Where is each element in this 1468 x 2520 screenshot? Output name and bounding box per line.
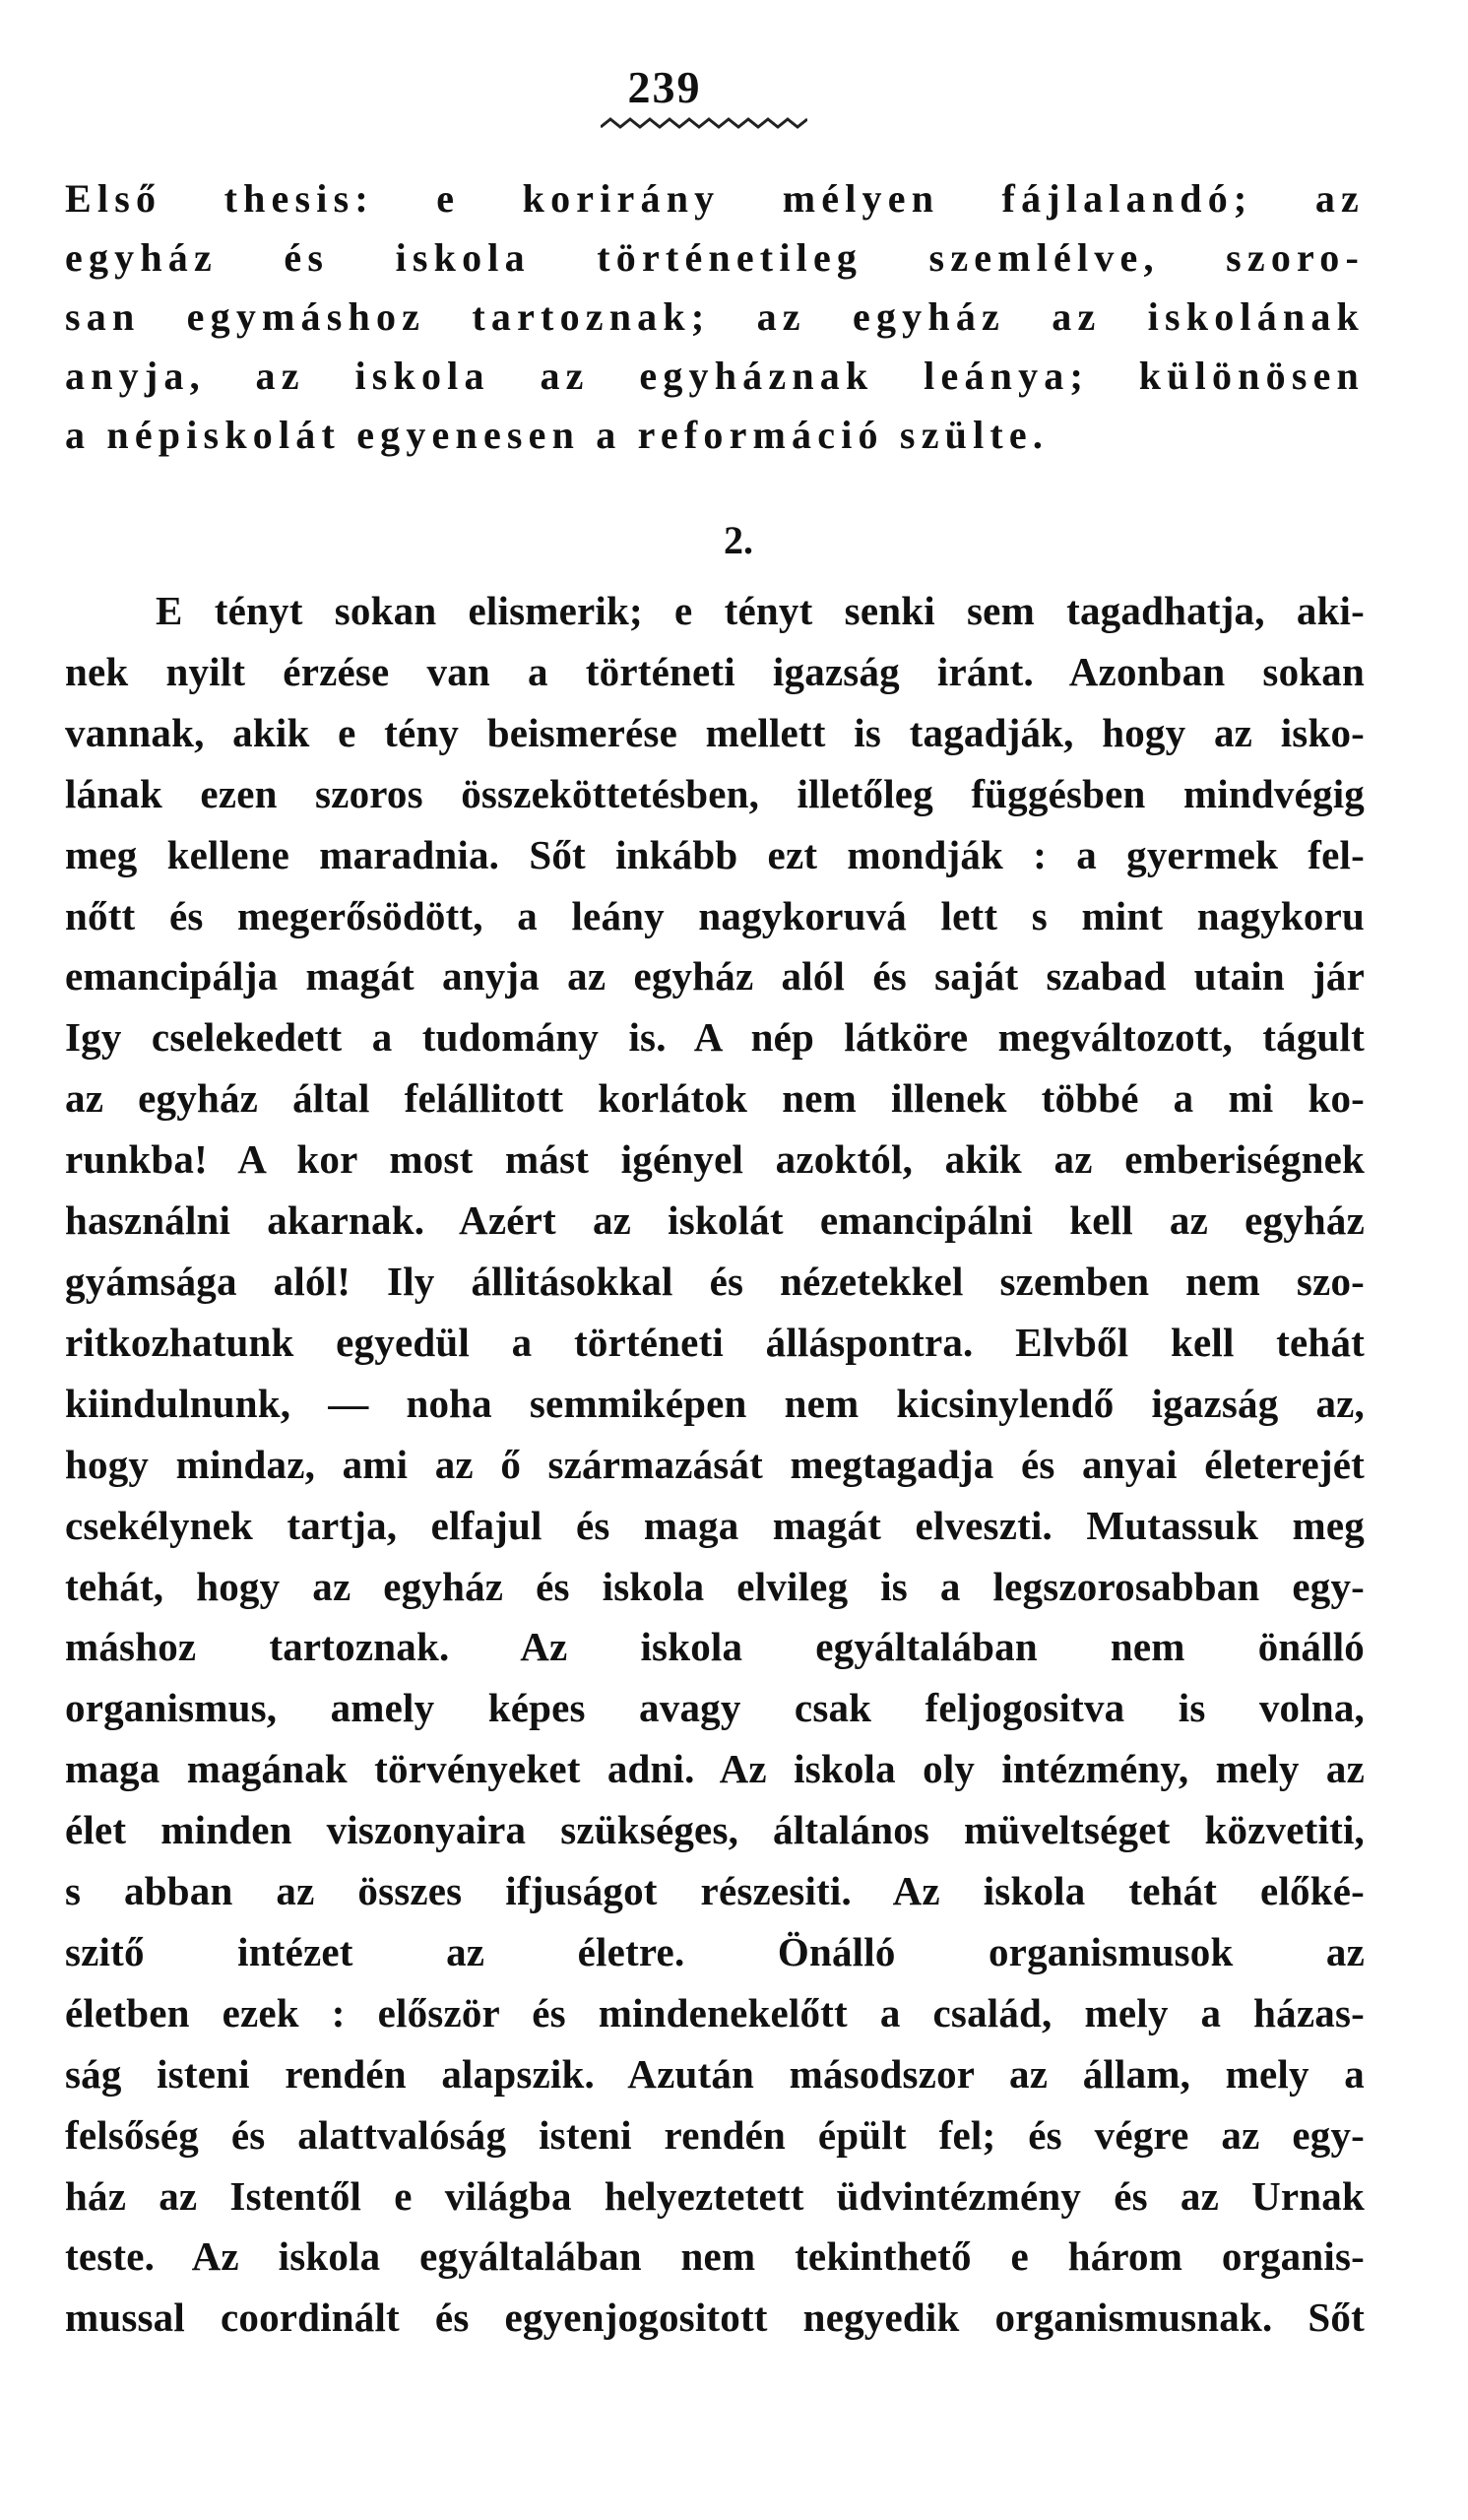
body-line: nek nyilt érzése van a történeti igazság iránt. Azonban sokan	[65, 648, 1365, 694]
body-line: emancipálja magát anyja az egyház alól és saját szabad utain jár	[65, 953, 1365, 1000]
body-line: szitő intézet az életre. Önálló organismusok az	[65, 1928, 1365, 1974]
thesis-line: a népiskolát egyenesen a reformáció szülte.	[65, 413, 1050, 457]
body-line: kiindulnunk, — noha semmiképen nem kicsinylendő igazság az,	[65, 1380, 1365, 1426]
body-line: ság isteni rendén alapszik. Azután másodszor az állam, mely a	[65, 2050, 1365, 2097]
body-paragraph	[65, 581, 1365, 2349]
body-line: tehát, hogy az egyház és iskola elvileg is a legszorosabban egy-	[65, 1563, 1365, 1609]
body-line: maga magának törvényeket adni. Az iskola oly intézmény, mely az	[65, 1746, 1365, 1792]
body-line: Igy cselekedett a tudomány is. A nép látköre megváltozott, tágult	[65, 1014, 1365, 1061]
body-line: felsőség és alattvalóság isteni rendén épült fel; és végre az egy-	[65, 2111, 1365, 2158]
body-line: ház az Istentől e világba helyeztetett üdvintézmény és az Urnak	[65, 2172, 1365, 2219]
body-line: vannak, akik e tény beismerése mellett is tagadják, hogy az isko-	[65, 709, 1365, 755]
body-line: nőtt és megerősödött, a leány nagykoruvá lett s mint nagykoru	[65, 892, 1365, 938]
body-line: gyámsága alól! Ily állitásokkal és nézetekkel szemben nem szo-	[65, 1258, 1365, 1304]
thesis-line: egyház és iskola történetileg szemlélve, szoro-	[65, 235, 1365, 280]
ornament-divider	[601, 116, 807, 138]
body-line: organismus, amely képes avagy csak feljogositva is volna,	[65, 1685, 1365, 1731]
body-line: meg kellene maradnia. Sőt inkább ezt mondják : a gyermek fel-	[65, 831, 1365, 877]
section-number: 2.	[724, 518, 753, 562]
body-line: E tényt sokan elismerik; e tényt senki sem tagadhatja, aki-	[156, 588, 1365, 633]
body-line: hogy mindaz, ami az ő származását megtagadja és anyai életerejét	[65, 1441, 1365, 1487]
body-line: ritkozhatunk egyedül a történeti álláspontra. Elvből kell tehát	[65, 1319, 1365, 1365]
body-line: élet minden viszonyaira szükséges, általános müveltséget közvetiti,	[65, 1807, 1365, 1853]
body-line: máshoz tartoznak. Az iskola egyáltalában nem önálló	[65, 1624, 1365, 1670]
body-line: használni akarnak. Azért az iskolát emancipálni kell az egyház	[65, 1197, 1365, 1244]
body-line: lának ezen szoros összeköttetésben, illetőleg függésben mindvégig	[65, 770, 1365, 816]
thesis-paragraph	[65, 169, 1365, 465]
body-line: runkba! A kor most mást igényel azoktól, akik az emberiségnek	[65, 1136, 1365, 1183]
body-line: mussal coordinált és egyenjogositott negyedik organismusnak. Sőt	[65, 2294, 1365, 2341]
thesis-line: Első thesis: e korirány mélyen fájlalandó; az	[65, 176, 1365, 221]
page-number: 239	[627, 62, 702, 112]
body-line: teste. Az iskola egyáltalában nem tekinthető e három organis-	[65, 2233, 1365, 2280]
thesis-line: anyja, az iskola az egyháznak leánya; különösen	[65, 354, 1365, 398]
thesis-line: san egymáshoz tartoznak; az egyház az iskolának	[65, 294, 1365, 339]
body-line: s abban az összes ifjuságot részesiti. Az iskola tehát előké-	[65, 1868, 1365, 1914]
body-line: csekélynek tartja, elfajul és maga magát elveszti. Mutassuk meg	[65, 1502, 1365, 1548]
body-line: az egyház által felállitott korlátok nem illenek többé a mi ko-	[65, 1075, 1365, 1122]
body-line: életben ezek : először és mindenekelőtt a család, mely a házas-	[65, 1989, 1365, 2035]
